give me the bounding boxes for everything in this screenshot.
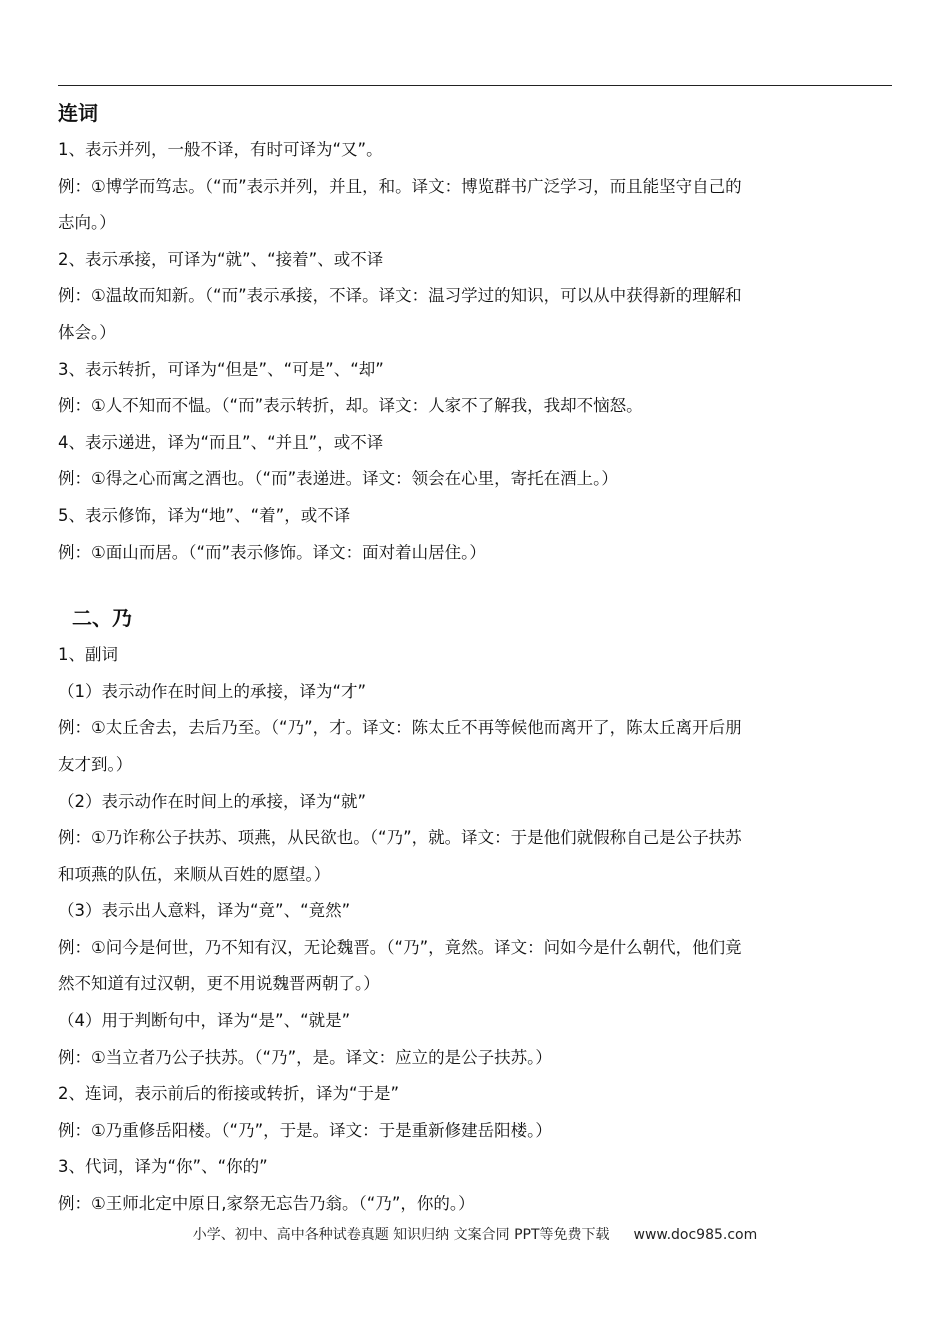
section-heading-nai: 二、乃 bbox=[72, 606, 132, 631]
section-nai-content bbox=[58, 637, 892, 1223]
text-line: 例：①王师北定中原日,家祭无忘告乃翁。（“乃”，你的。） bbox=[58, 1194, 475, 1214]
page-footer bbox=[0, 1224, 950, 1244]
text-line: 1、表示并列，一般不译，有时可译为“又”。 bbox=[58, 140, 383, 159]
text-line: 例：①人不知而不愠。（“而”表示转折，却。译文：人家不了解我，我却不恼怒。 bbox=[58, 396, 643, 416]
text-line: （4）用于判断句中，译为“是”、“就是” bbox=[58, 1011, 351, 1031]
section-heading-conjunction: 连词 bbox=[58, 101, 98, 125]
document-body bbox=[58, 94, 892, 1223]
text-line: 例：①当立者乃公子扶苏。（“乃”，是。译文：应立的是公子扶苏。） bbox=[58, 1047, 552, 1067]
text-line: 例：①太丘舍去，去后乃至。（“乃”，才。译文：陈太丘不再等候他而离开了，陈太丘离开后朋 bbox=[58, 718, 742, 738]
text-line: （1）表示动作在时间上的承接，译为“才” bbox=[58, 681, 367, 701]
footer-site-link[interactable]: www.doc985.com bbox=[633, 1227, 758, 1243]
text-line: （2）表示动作在时间上的承接，译为“就” bbox=[58, 791, 367, 811]
text-line: 3、表示转折，可译为“但是”、“可是”、“却” bbox=[58, 359, 384, 379]
text-line: 体会。） bbox=[58, 322, 116, 342]
text-line: 然不知道有过汉朝，更不用说魏晋两朝了。） bbox=[58, 974, 380, 994]
top-divider bbox=[58, 85, 892, 86]
text-line: 例：①面山而居。（“而”表示修饰。译文：面对着山居住。） bbox=[58, 542, 486, 562]
section-conjunction-content bbox=[58, 132, 892, 571]
text-line: 4、表示递进，译为“而且”、“并且”，或不译 bbox=[58, 432, 384, 452]
text-line: 例：①得之心而寓之酒也。（“而”表递进。译文：领会在心里，寄托在酒上。） bbox=[58, 469, 618, 489]
text-line: 例：①温故而知新。（“而”表示承接，不译。译文：温习学过的知识，可以从中获得新的理解和 bbox=[58, 286, 742, 306]
text-line: 1、副词 bbox=[58, 645, 118, 665]
text-line: 例：①问今是何世，乃不知有汉，无论魏晋。（“乃”，竟然。译文：问如今是什么朝代，他们竟 bbox=[58, 937, 742, 957]
text-line: 和项燕的队伍，来顺从百姓的愿望。） bbox=[58, 864, 331, 884]
text-line: 例：①博学而笃志。（“而”表示并列，并且，和。译文：博览群书广泛学习，而且能坚守自己的 bbox=[58, 176, 742, 196]
text-line: 例：①乃诈称公子扶苏、项燕，从民欲也。（“乃”，就。译文：于是他们就假称自己是公子扶苏 bbox=[58, 828, 742, 848]
text-line: 2、表示承接，可译为“就”、“接着”、或不译 bbox=[58, 249, 384, 269]
text-line: 5、表示修饰，译为“地”、“着”，或不译 bbox=[58, 505, 351, 525]
text-line: 志向。） bbox=[58, 213, 116, 233]
text-line: （3）表示出人意料，译为“竟”、“竟然” bbox=[58, 901, 351, 921]
text-line: 例：①乃重修岳阳楼。（“乃”，于是。译文：于是重新修建岳阳楼。） bbox=[58, 1120, 552, 1140]
footer-text: 小学、初中、高中各种试卷真题 知识归纳 文案合同 PPT等免费下载 bbox=[192, 1227, 610, 1243]
text-line: 友才到。） bbox=[58, 754, 133, 774]
text-line: 3、代词，译为“你”、“你的” bbox=[58, 1157, 268, 1177]
text-line: 2、连词，表示前后的衔接或转折，译为“于是” bbox=[58, 1084, 400, 1104]
